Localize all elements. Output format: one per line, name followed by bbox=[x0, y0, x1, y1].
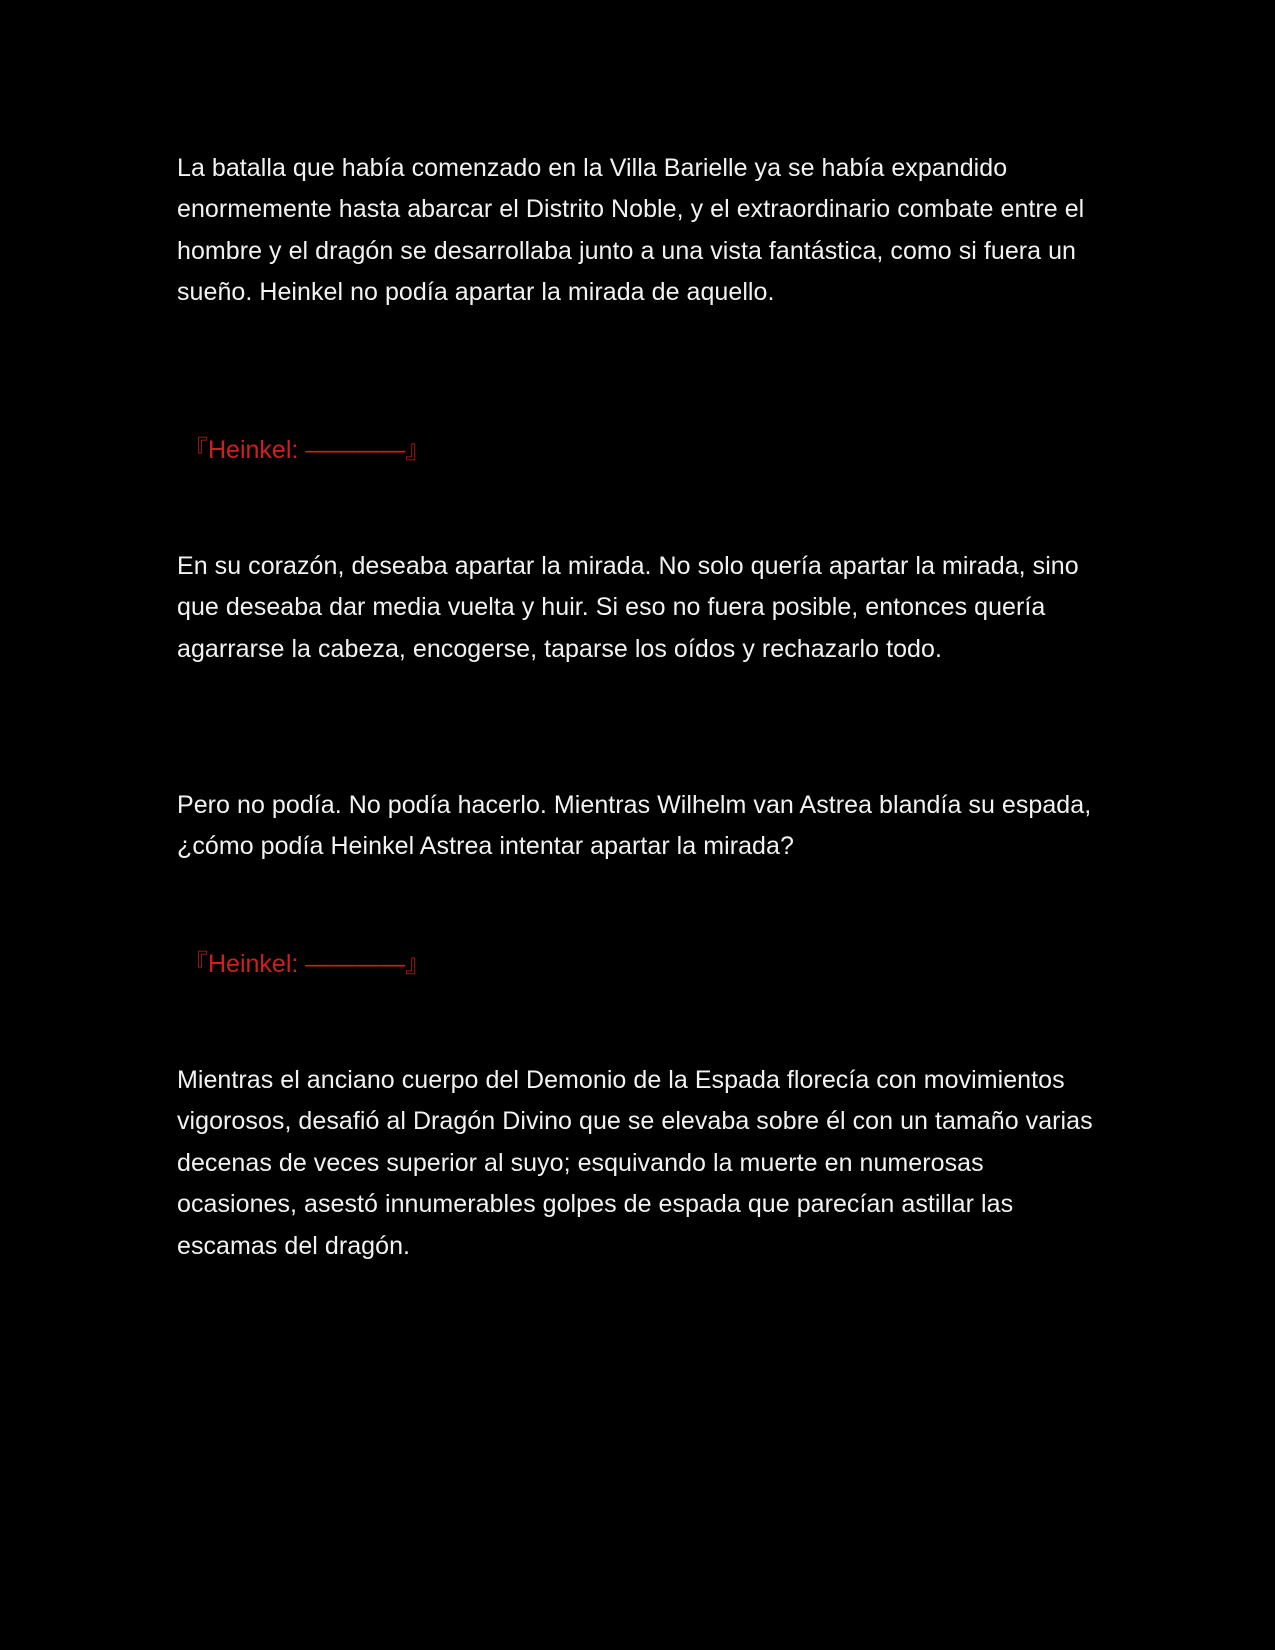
dialogue-line-1: 『Heinkel: ――――』 bbox=[183, 436, 431, 464]
paragraph-2: En su corazón, deseaba apartar la mirada. No solo quería apartar la mirada, sino que deseaba dar media vuelta y huir. Si eso no fuera posible, entonces quería agarrarse la cabeza, encogerse, taparse los oídos y rechazarlo todo. bbox=[177, 552, 1079, 663]
dialogue-line-2: 『Heinkel: ――――』 bbox=[183, 950, 431, 978]
paragraph-1: La batalla que había comenzado en la Villa Barielle ya se había expandido enormemente hasta abarcar el Distrito Noble, y el extraordinario combate entre el hombre y el dragón se desarrollaba junto a una vista fantástica, como si fuera un sueño. Heinkel no podía apartar la mirada de aquello. bbox=[177, 154, 1085, 307]
paragraph-4: Mientras el anciano cuerpo del Demonio de la Espada florecía con movimientos vigorosos, desafió al Dragón Divino que se elevaba sobre él con un tamaño varias decenas de veces superior al suyo; esquivando la muerte en numerosas ocasiones, asestó innumerables golpes de espada que parecían astillar las escamas del dragón. bbox=[177, 1066, 1093, 1260]
paragraph-3: Pero no podía. No podía hacerlo. Mientras Wilhelm van Astrea blandía su espada, ¿cómo podía Heinkel Astrea intentar apartar la mirada? bbox=[177, 791, 1092, 861]
document-page bbox=[177, 148, 1107, 1260]
